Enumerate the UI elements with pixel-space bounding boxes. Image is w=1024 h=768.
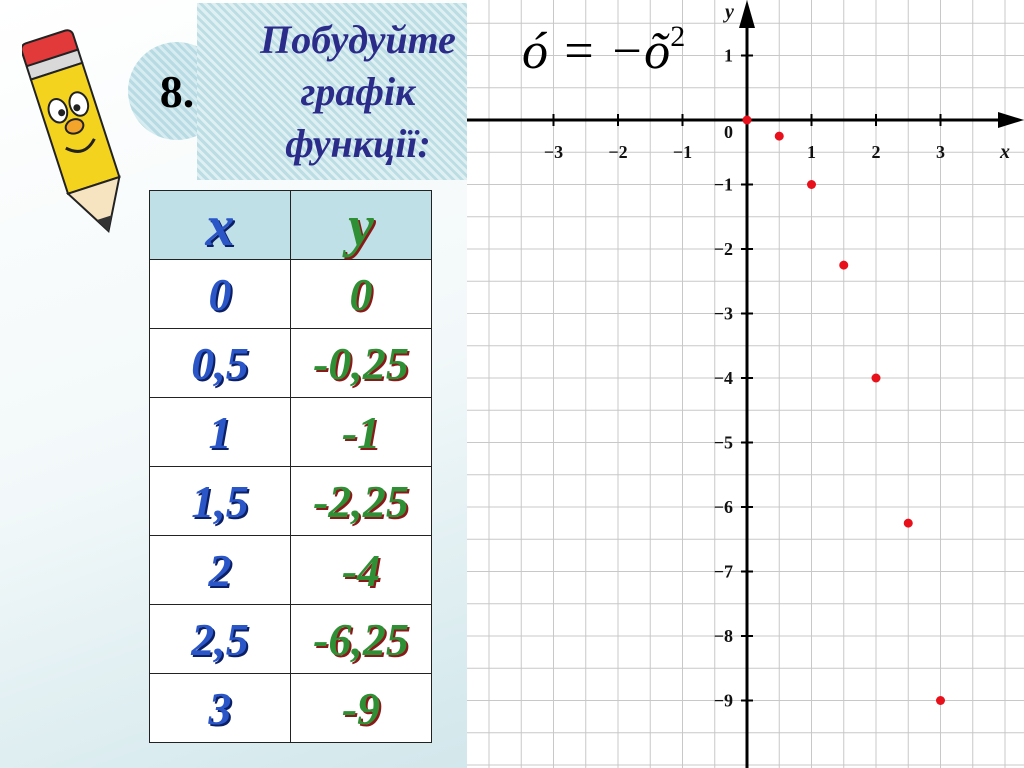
cell-y: 0 [291, 260, 432, 329]
origin-label: 0 [724, 122, 733, 142]
y-tick-label: −4 [713, 368, 733, 388]
title-line-3: функції: [285, 120, 431, 166]
cell-y: -0,25 [291, 329, 432, 398]
y-tick-label: −6 [713, 497, 733, 517]
cell-y: -1 [291, 398, 432, 467]
data-point [807, 180, 816, 189]
cell-y: -6,25 [291, 605, 432, 674]
function-formula [522, 22, 685, 81]
y-tick-label: −2 [713, 239, 733, 259]
x-tick-label: 1 [807, 142, 816, 162]
values-table [149, 190, 432, 743]
x-tick-label: −1 [672, 142, 693, 162]
y-tick-label: −7 [713, 561, 733, 582]
formula-power: 2 [670, 20, 686, 53]
cell-x: 3 [150, 674, 291, 743]
cell-x: 2 [150, 536, 291, 605]
pencil-mascot-icon [22, 14, 132, 249]
cell-x: 2,5 [150, 605, 291, 674]
table-row [150, 605, 432, 674]
cell-x: 0,5 [150, 329, 291, 398]
cell-y: -2,25 [291, 467, 432, 536]
cell-y: -9 [291, 674, 432, 743]
x-tick-label: −2 [608, 142, 628, 162]
data-point [775, 132, 784, 141]
table-header-row [150, 191, 432, 260]
data-point [872, 374, 881, 383]
y-tick-label: −8 [713, 626, 733, 646]
y-tick-label: −1 [713, 174, 733, 195]
cell-x: 1,5 [150, 467, 291, 536]
title-line-2: графік [300, 68, 416, 114]
table-row [150, 536, 432, 605]
cell-x: 1 [150, 398, 291, 467]
table-row [150, 674, 432, 743]
x-tick-label: 3 [936, 142, 945, 162]
header-y: y [291, 191, 432, 260]
table-row [150, 398, 432, 467]
y-tick-label: −3 [713, 303, 733, 324]
x-tick-label: −3 [543, 142, 564, 162]
data-point [904, 519, 913, 528]
cell-y: -4 [291, 536, 432, 605]
y-tick-label: −5 [713, 432, 733, 453]
y-tick-label: 1 [724, 45, 733, 66]
cell-x: 0 [150, 260, 291, 329]
formula-text: ó = −õ [522, 23, 671, 80]
task-number: 8. [159, 65, 195, 117]
title-line-1: Побудуйте [260, 16, 456, 62]
x-axis-label: x [1000, 141, 1010, 163]
data-point [743, 116, 752, 125]
function-graph [467, 0, 1024, 768]
table-row [150, 260, 432, 329]
header-x: x [150, 191, 291, 260]
data-point [936, 696, 945, 705]
table-row [150, 329, 432, 398]
y-tick-label: −9 [713, 690, 733, 711]
data-point [839, 261, 848, 270]
x-tick-label: 2 [871, 142, 881, 162]
table-row [150, 467, 432, 536]
y-axis-label: y [725, 1, 734, 23]
